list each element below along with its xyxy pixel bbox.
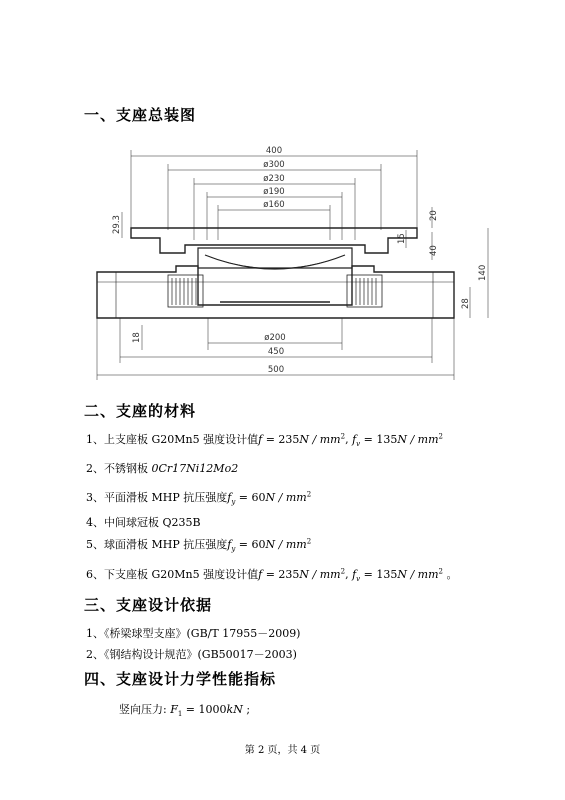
section-2-title: 二、支座的材料 (84, 402, 197, 420)
dim-15: 15 (397, 233, 407, 244)
dim-29-3: 29.3 (112, 215, 122, 234)
section-4-title: 四、支座设计力学性能指标 (84, 670, 277, 688)
section-3-title: 三、支座设计依据 (84, 596, 213, 614)
page-footer: 第 2 页，共 4 页 (244, 745, 321, 756)
material-6: 6、下支座板 G20Mn5 强度设计值$f = 235N / mm^2$, $f_v = 135N / mm^2$ 。 (86, 567, 458, 584)
dim-40: 40 (429, 245, 439, 256)
dim-28: 28 (461, 298, 471, 309)
material-2: 2、不锈钢板 0Cr17Ni12Mo2 (86, 462, 239, 475)
section-1-title: 一、支座总装图 (84, 106, 197, 124)
material-5: 5、球面滑板 MHP 抗压强度$f_y = 60N / mm^2$ (86, 537, 312, 554)
dim-d230: ø230 (263, 174, 285, 184)
dim-d160: ø160 (263, 200, 285, 210)
dim-500: 500 (267, 365, 285, 375)
material-1: 1、上支座板 G20Mn5 强度设计值$f = 235N / mm^2$, $f_v = 135N / mm^2$ (86, 432, 443, 449)
basis-1: 1、《桥梁球型支座》(GB/T 17955－2009) (86, 627, 301, 640)
dim-18: 18 (132, 332, 142, 343)
dim-400: 400 (265, 146, 283, 156)
material-4: 4、中间球冠板 Q235B (86, 516, 201, 529)
dim-d300: ø300 (263, 160, 285, 170)
dim-20: 20 (429, 210, 439, 221)
dim-140: 140 (478, 264, 488, 281)
dim-d200: ø200 (264, 333, 286, 343)
material-3: 3、平面滑板 MHP 抗压强度$f_y = 60N / mm^2$ (86, 490, 312, 507)
dim-450: 450 (267, 347, 285, 357)
performance-1: 竖向压力: $F_1 = 1000kN$ ; (119, 703, 251, 719)
dim-d190: ø190 (263, 187, 285, 197)
basis-2: 2、《钢结构设计规范》(GB50017－2003) (86, 648, 297, 661)
